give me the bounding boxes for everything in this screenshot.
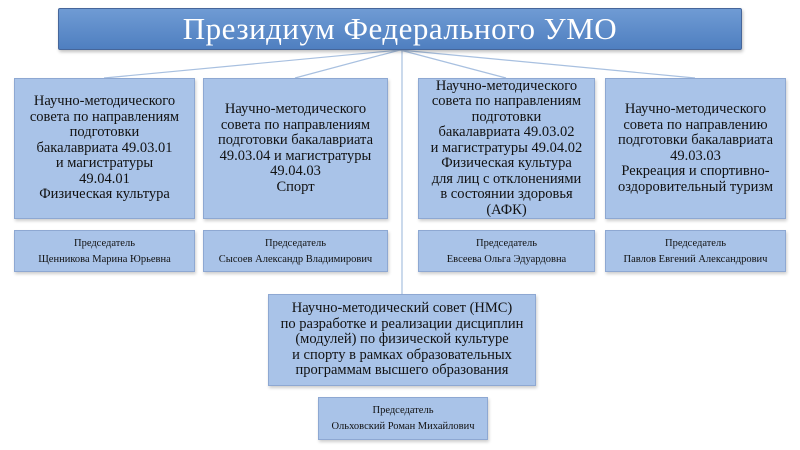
chair-1-label: Председатель [73, 237, 136, 249]
chair-4-name: Павлов Евгений Александрович [623, 253, 768, 265]
council-2-line-6: Спорт [276, 178, 315, 195]
council-4-line-1: Научно-методического [624, 101, 767, 117]
chair-3-label: Председатель [475, 237, 538, 249]
council-1-line-4: бакалавриата 49.03.01 [36, 139, 173, 156]
council-1-line-6: 49.04.01 [79, 170, 130, 187]
council-4-line-3: подготовки бакалавриата [617, 132, 774, 148]
council-box-2 [203, 78, 388, 219]
council-3-line-7: для лиц с отклонениями [431, 170, 582, 187]
chair-1-name: Щенникова Марина Юрьевна [38, 253, 171, 265]
chair-box-2 [203, 230, 388, 272]
chair-3-name: Евсеева Ольга Эдуардовна [446, 253, 567, 265]
nms-council-box [268, 294, 536, 386]
council-1-line-7: Физическая культура [39, 186, 170, 203]
nms-chair-name: Ольховский Роман Михайлович [331, 421, 475, 433]
presidium-title-box [58, 8, 742, 50]
chair-2-label: Председатель [264, 237, 327, 249]
council-2-line-3: подготовки бакалавриата [217, 132, 374, 148]
council-3-line-2: совета по направлениям [431, 93, 582, 110]
connector-to-council-4 [400, 50, 695, 78]
council-3-line-6: Физическая культура [441, 155, 572, 172]
council-3-line-4: бакалавриата 49.03.02 [438, 124, 575, 141]
council-3-line-8: в состоянии здоровья [440, 186, 573, 203]
nms-chair-label: Председатель [372, 404, 434, 416]
council-box-1 [14, 78, 195, 219]
council-2-line-5: 49.04.03 [270, 163, 321, 179]
council-3-line-5: и магистратуры 49.04.02 [430, 139, 583, 156]
council-3-line-9: (АФК) [486, 201, 527, 218]
chair-box-4 [605, 230, 786, 272]
council-4-line-4: 49.03.03 [670, 147, 721, 164]
nms-line-3: (модулей) по физической культуре [295, 331, 509, 348]
council-3-line-3: подготовки [471, 108, 542, 125]
council-2-line-1: Научно-методического [224, 101, 367, 117]
chair-4-label: Председатель [664, 237, 727, 249]
council-1-line-5: и магистратуры [55, 155, 154, 172]
connector-to-council-1 [104, 50, 400, 78]
council-4-line-5: Рекреация и спортивно- [621, 163, 770, 179]
council-4-line-2: совета по направлению [623, 116, 768, 133]
chair-2-name: Сысоев Александр Владимирович [218, 253, 373, 265]
council-4-line-6: оздоровительный туризм [617, 178, 774, 195]
council-3-line-1: Научно-методического [435, 77, 578, 94]
council-1-line-2: совета по направлениям [29, 108, 180, 125]
council-2-line-2: совета по направлениям [220, 116, 371, 133]
nms-chair-box [318, 397, 488, 440]
chair-box-1 [14, 230, 195, 272]
council-1-line-1: Научно-методического [33, 93, 176, 110]
nms-line-2: по разработке и реализации дисциплин [280, 315, 524, 332]
chair-box-3 [418, 230, 595, 272]
council-2-line-4: 49.03.04 и магистратуры [219, 147, 372, 164]
nms-line-1: Научно-методический совет (НМС) [291, 300, 513, 317]
council-box-3 [418, 78, 595, 219]
connector-to-council-2 [295, 50, 400, 78]
council-box-4 [605, 78, 786, 219]
council-1-line-3: подготовки [69, 124, 140, 141]
nms-line-4: и спорту в рамках образовательных [292, 346, 512, 363]
presidium-title: Президиум Федерального УМО [182, 11, 618, 46]
connector-to-council-3 [400, 50, 506, 78]
nms-line-5: программам высшего образования [295, 362, 509, 379]
